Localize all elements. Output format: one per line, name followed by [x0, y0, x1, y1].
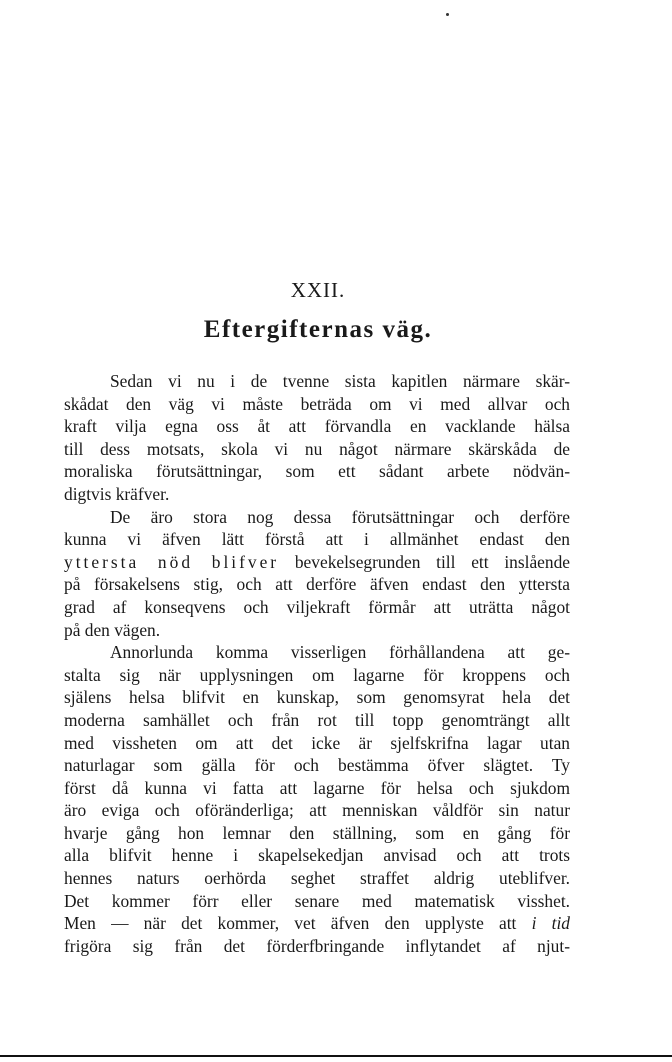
text-line: äro eviga och oföränderliga; att menniskan våldför sin natur [64, 800, 570, 821]
text-line: frigöra sig från det förderfbringande inflytandet af njut- [64, 935, 570, 956]
chapter-body [64, 370, 570, 957]
text-line: på den vägen. [64, 619, 161, 640]
text-line: själens helsa blifvit en kunskap, som genomsyrat hela det [64, 687, 570, 708]
text-line: moraliska förutsättningar, som ett sådant arbete nödvän- [64, 461, 570, 482]
emphasized-phrase: yttersta nöd blifver [64, 551, 280, 572]
text-line: alla blifvit henne i skapelsekedjan anvisad och att trots [64, 845, 570, 866]
print-speck [446, 13, 449, 16]
text-line: Det kommer förr eller senare med matematisk visshet. [64, 890, 570, 911]
chapter-number: XXII. [290, 278, 346, 302]
text-line: skådat den väg vi måste beträda om vi med allvar och [64, 393, 570, 414]
text-line: moderna samhället och från rot till topp genomträngt allt [64, 709, 570, 730]
text-line: med vissheten om att det icke är sjelfskrifna lagar utan [64, 732, 570, 753]
text-line: först då kunna vi fatta att lagarne för helsa och sjukdom [64, 777, 570, 798]
text-line: digtvis kräfver. [64, 483, 170, 504]
text-line: grad af konseqvens och viljekraft förmår att uträtta något [64, 596, 570, 617]
text-line [64, 912, 570, 935]
text-line: stalta sig när upplysningen om lagarne för kroppens och [64, 664, 570, 685]
text-line: på försakelsens stig, och att derföre äfven endast den yttersta [64, 574, 570, 595]
text-line: kunna vi äfven lätt förstå att i allmänhet endast den [64, 529, 570, 550]
text-line [64, 551, 570, 574]
text-fragment: Men — när det kommer, vet äfven den upplyste att [64, 913, 517, 934]
text-line: hennes naturs oerhörda seghet straffet aldrig uteblifver. [64, 868, 570, 889]
italic-phrase: i tid [531, 913, 570, 934]
text-line: De äro stora nog dessa förutsättningar och derföre [110, 506, 570, 527]
text-line: naturlagar som gälla för och bestämma öfver slägtet. Ty [64, 755, 570, 776]
text-fragment: bevekelsegrunden till ett inslående [294, 551, 570, 572]
text-line: hvarje gång hon lemnar den ställning, som en gång för [64, 822, 570, 843]
text-line: Sedan vi nu i de tvenne sista kapitlen närmare skär- [110, 371, 570, 391]
text-line: kraft vilja egna oss åt att förvandla en vacklande hälsa [64, 416, 570, 437]
chapter-title: Eftergifternas väg. [203, 316, 433, 343]
page-bottom-edge [0, 1055, 672, 1057]
text-line: Annorlunda komma visserligen förhållandena att ge- [110, 642, 570, 663]
text-line: till dess motsats, skola vi nu något närmare skärskåda de [64, 438, 570, 459]
